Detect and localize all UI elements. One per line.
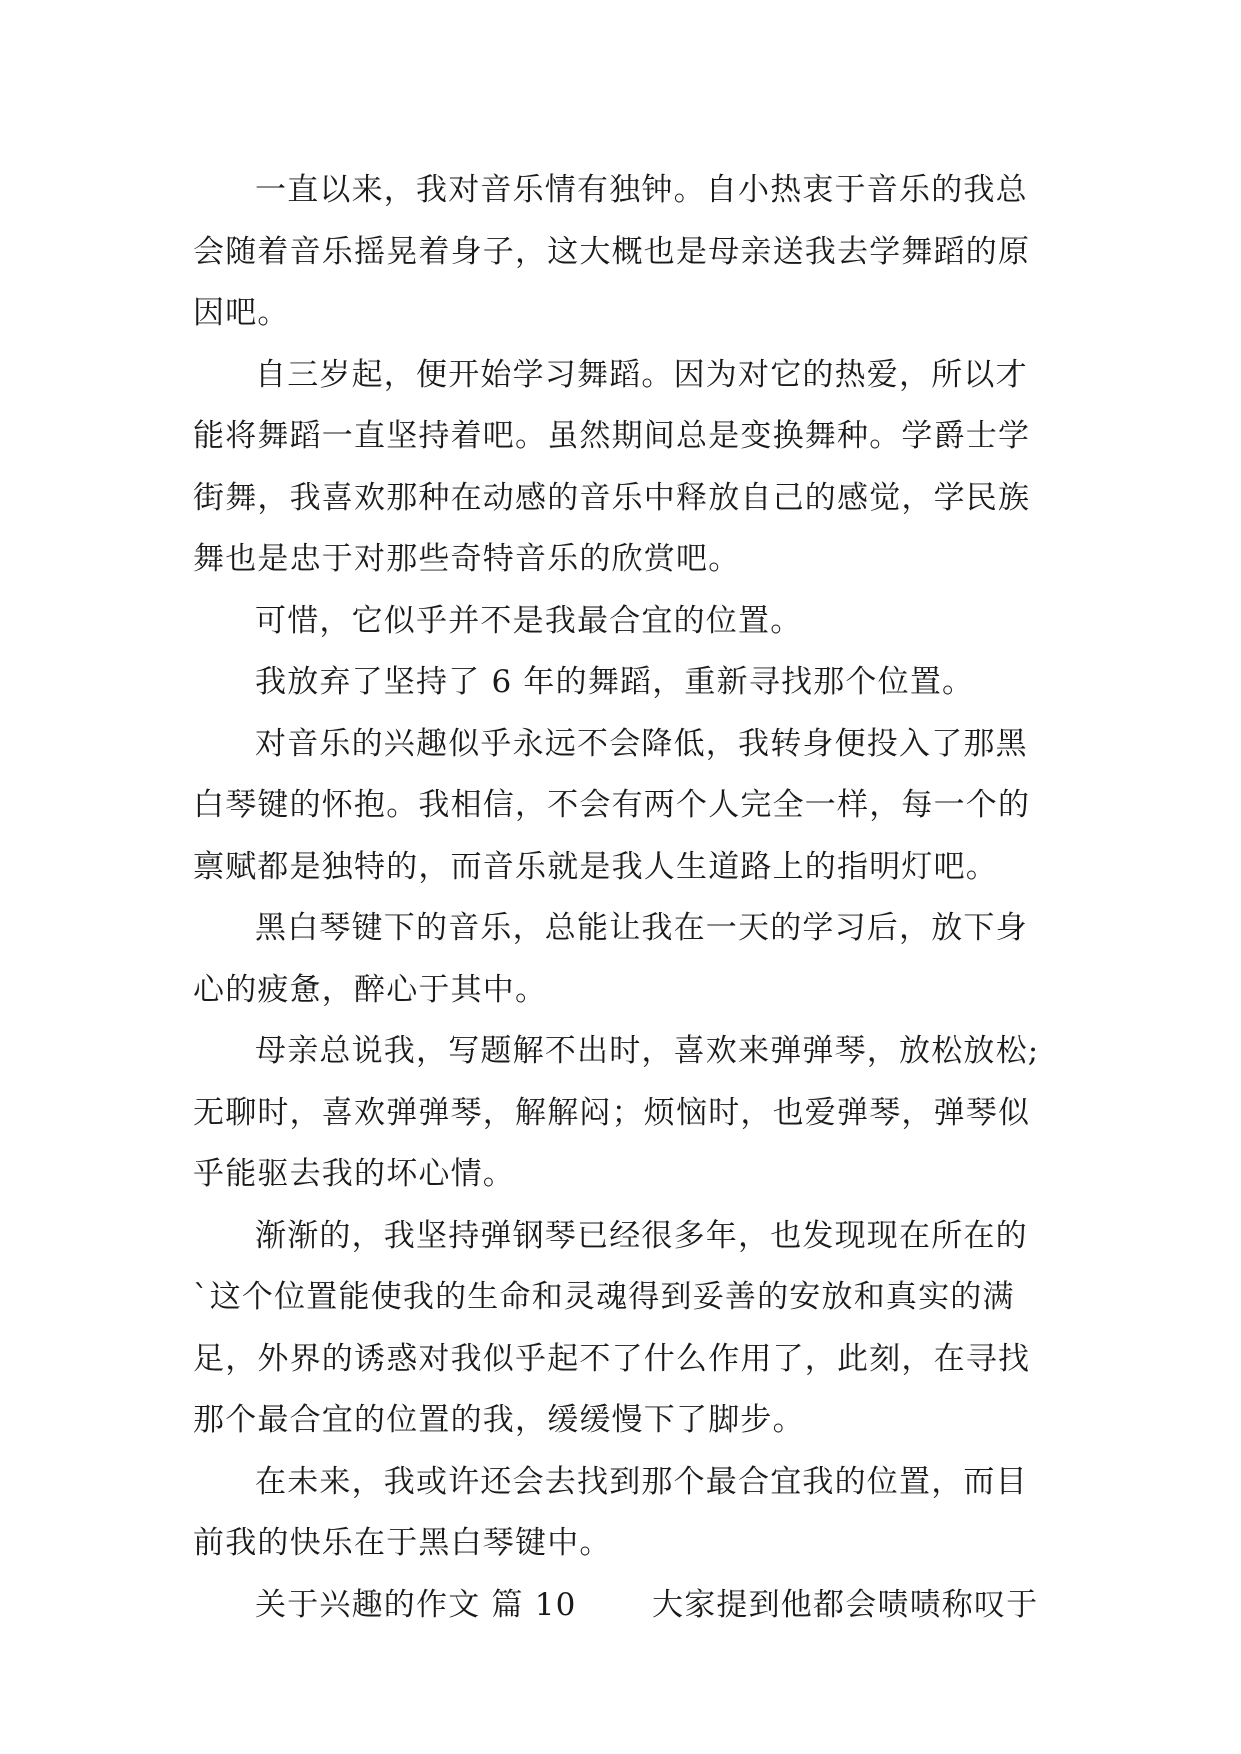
paragraph-8 xyxy=(193,1206,1053,1452)
text-line: 禀赋都是独特的，而音乐就是我人生道路上的指明灯吧。 xyxy=(193,848,998,885)
paragraph-2 xyxy=(193,345,1053,591)
text-line: 关于兴趣的作文 篇 10 大家提到他都会啧啧称叹于 xyxy=(255,1586,1039,1623)
text-line: 自三岁起，便开始学习舞蹈。因为对它的热爱，所以才 xyxy=(255,356,1028,393)
paragraph-5 xyxy=(193,714,1053,899)
text-line: 前我的快乐在于黑白琴键中。 xyxy=(193,1525,612,1561)
paragraph-9 xyxy=(193,1452,1053,1575)
text-line: 对音乐的兴趣似乎永远不会降低，我转身便投入了那黑 xyxy=(255,725,1028,762)
text-line: 那个最合宜的位置的我，缓缓慢下了脚步。 xyxy=(193,1402,805,1438)
text-line: 会随着音乐摇晃着身子，这大概也是母亲送我去学舞蹈的原 xyxy=(193,233,1031,270)
paragraph-3 xyxy=(193,591,1053,653)
text-line: 街舞，我喜欢那种在动感的音乐中释放自己的感觉，学民族 xyxy=(193,479,1031,516)
text-line: 乎能驱去我的坏心情。 xyxy=(193,1156,515,1192)
essay-body xyxy=(193,160,1053,1636)
text-line: 白琴键的怀抱。我相信，不会有两个人完全一样，每一个的 xyxy=(193,787,1031,823)
text-line: 母亲总说我，写题解不出时，喜欢来弹弹琴，放松放松; xyxy=(255,1033,1040,1069)
paragraph-7 xyxy=(193,1021,1053,1206)
text-line: 舞也是忠于对那些奇特音乐的欣赏吧。 xyxy=(193,541,741,577)
text-line: 无聊时，喜欢弹弹琴，解解闷；烦恼时，也爱弹琴，弹琴似 xyxy=(193,1094,1031,1131)
paragraph-10 xyxy=(193,1575,1053,1637)
text-line: 在未来，我或许还会去找到那个最合宜我的位置，而目 xyxy=(255,1463,1028,1500)
text-line: 一直以来，我对音乐情有独钟。自小热衷于音乐的我总 xyxy=(255,172,1028,208)
text-line: 足，外界的诱惑对我似乎起不了什么作用了，此刻，在寻找 xyxy=(193,1340,1031,1377)
text-line: `这个位置能使我的生命和灵魂得到妥善的安放和真实的满 xyxy=(193,1279,1015,1315)
text-line: 可惜，它似乎并不是我最合宜的位置。 xyxy=(255,602,803,639)
paragraph-1 xyxy=(193,160,1053,345)
text-line: 黑白琴键下的音乐，总能让我在一天的学习后，放下身 xyxy=(255,910,1028,946)
text-line: 我放弃了坚持了 6 年的舞蹈，重新寻找那个位置。 xyxy=(255,664,975,700)
paragraph-4 xyxy=(193,652,1053,714)
text-line: 能将舞蹈一直坚持着吧。虽然期间总是变换舞种。学爵士学 xyxy=(193,418,1031,454)
paragraph-6 xyxy=(193,898,1053,1021)
text-line: 心的疲惫，醉心于其中。 xyxy=(193,971,548,1008)
text-line: 因吧。 xyxy=(193,295,290,331)
text-line: 渐渐的，我坚持弹钢琴已经很多年，也发现现在所在的 xyxy=(255,1217,1028,1254)
